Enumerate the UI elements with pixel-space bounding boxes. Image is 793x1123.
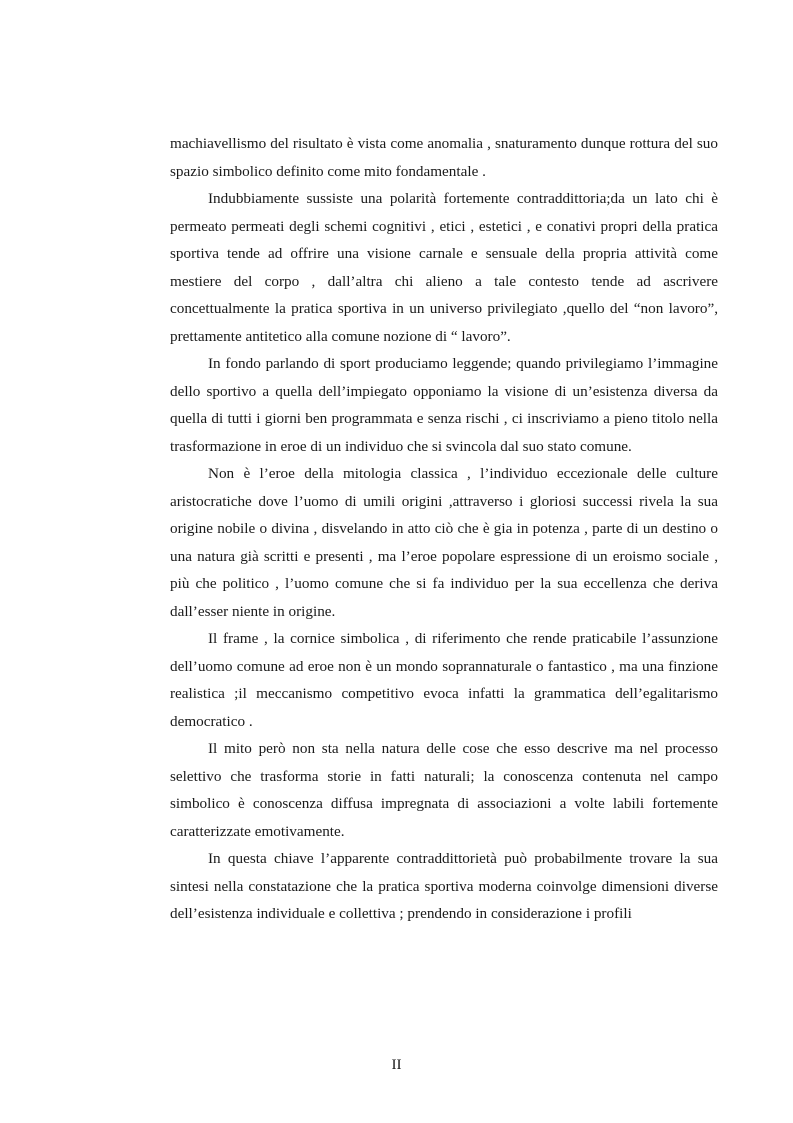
paragraph: Il frame , la cornice simbolica , di riferimento che rende praticabile l’assunzione dell’uomo comune ad eroe non è un mondo soprannaturale o fantastico , ma una finzione realistica ;il meccanismo competitivo evoca infatti la grammatica dell’egalitarismo democratico . (170, 630, 718, 730)
paragraph: In fondo parlando di sport produciamo leggende; quando privilegiamo l’immagine dello sportivo a quella dell’impiegato opponiamo la visione di un’esistenza diversa da quella di tutti i giorni ben programmata e senza rischi , ci inscriviamo a pieno titolo nella trasformazione in eroe di un individuo che si svincola dal suo stato comune. (170, 355, 718, 455)
paragraph: Il mito però non sta nella natura delle cose che esso descrive ma nel processo selettivo che trasforma storie in fatti naturali; la conoscenza contenuta nel campo simbolico è conoscenza diffusa impregnata di associazioni a volte labili fortemente caratterizzate emotivamente. (170, 740, 718, 840)
paragraph: Non è l’eroe della mitologia classica , l’individuo eccezionale delle culture aristocratiche dove l’uomo di umili origini ,attraverso i gloriosi successi rivela la sua origine nobile o divina , disvelando in atto ciò che è gia in potenza , parte di un destino o una natura già scritti e presenti , ma l’eroe popolare espressione di un eroismo sociale , più che politico , l’uomo comune che si fa individuo per la sua eccellenza che deriva dall’esser niente in origine. (170, 465, 718, 620)
paragraph-continuation: machiavellismo del risultato è vista come anomalia , snaturamento dunque rottura del suo spazio simbolico definito come mito fondamentale . (170, 135, 718, 180)
page-body (170, 130, 718, 928)
paragraph: Indubbiamente sussiste una polarità fortemente contraddittoria;da un lato chi è permeato permeati degli schemi cognitivi , etici , estetici , e conativi propri della pratica sportiva tende ad offrire una visione carnale e sensuale della propria attività come mestiere del corpo , dall’altra chi alieno a tale contesto tende ad ascrivere concettualmente la pratica sportiva in un universo privilegiato ,quello del “non lavoro”, prettamente antitetico alla comune nozione di “ lavoro”. (170, 190, 718, 345)
page-number: II (391, 1056, 402, 1073)
paragraph: In questa chiave l’apparente contraddittorietà può probabilmente trovare la sua sintesi nella constatazione che la pratica sportiva moderna coinvolge dimensioni diverse dell’esistenza individuale e collettiva ; prendendo in considerazione i profili (170, 850, 718, 922)
